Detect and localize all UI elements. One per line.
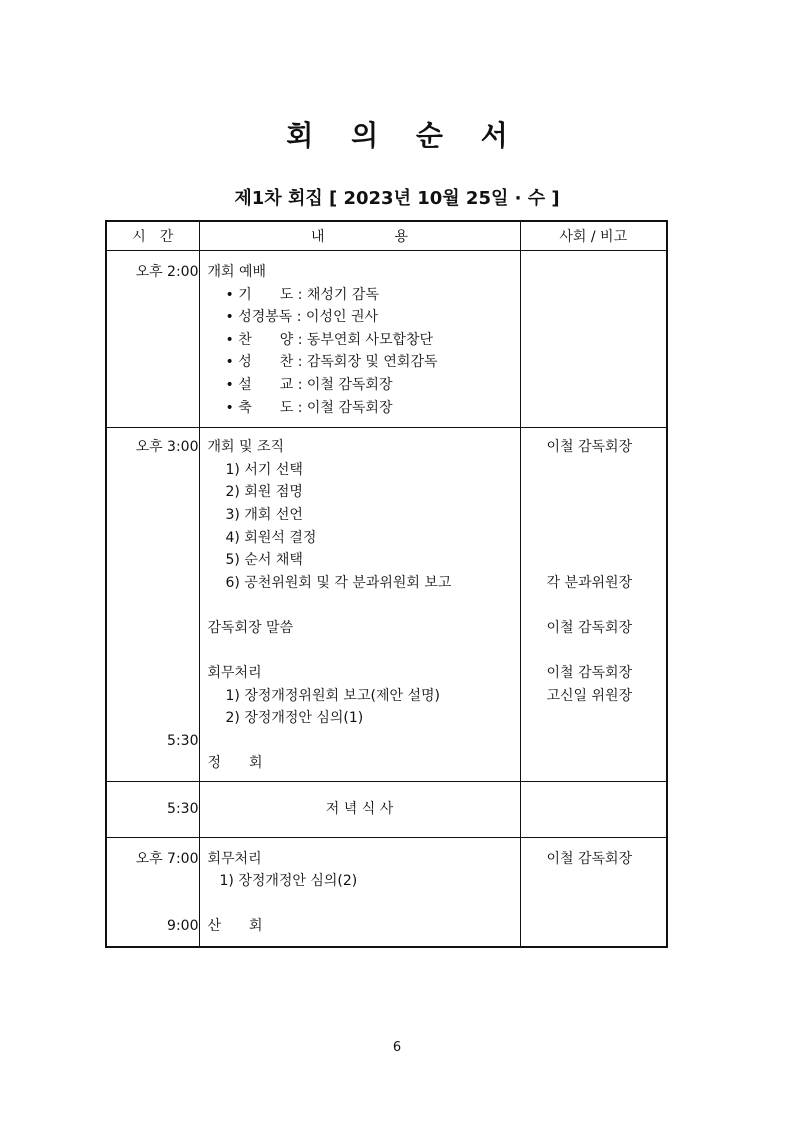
agenda-subitem: 2) 회원 점명 [225,484,303,501]
agenda-subitem: • 기 도 : 채성기 감독 [225,286,379,303]
note-cell [520,251,667,428]
agenda-item: 개회 예배 [207,264,267,280]
table-row [106,428,667,782]
header-time: 시 간 [106,221,199,251]
page-number: 6 [392,1040,402,1055]
session-subtitle: 제1차 회집 [ 2023년 10월 25일 · 수 ] [234,188,560,209]
table-header-row [106,221,667,251]
content-cell [199,782,520,838]
agenda-subitem: 1) 장정개정위원회 보고(제안 설명) [225,687,440,704]
agenda-subitem: 6) 공천위원회 및 각 분과위원회 보고 [225,574,452,591]
content-cell [199,251,520,428]
note-value: 이철 감독회장 [546,619,633,636]
note-value: 고신일 위원장 [546,687,633,704]
content-cell [199,837,520,947]
agenda-item: 개회 및 조직 [207,439,285,456]
header-note: 사회 / 비고 [520,221,667,251]
note-cell [520,782,667,838]
agenda-subitem: 5) 순서 채택 [225,552,303,569]
time-value: 5:30 [167,732,199,749]
page-title: 회 의 순 서 [286,119,522,152]
agenda-subitem: • 성 찬 : 감독회장 및 연회감독 [225,354,438,371]
note-value: 각 분과위원장 [546,574,633,591]
note-cell [520,428,667,782]
agenda-subitem: 1) 장정개정안 심의(2) [219,873,358,890]
time-cell [106,428,199,782]
agenda-item: 회무처리 [207,850,262,867]
content-cell [199,428,520,782]
agenda-item: 저 녁 식 사 [325,801,394,818]
table-row [106,251,667,428]
table-row [106,782,667,838]
time-value: 오후 2:00 [135,264,199,280]
note-cell [520,837,667,947]
time-value: 9:00 [167,918,199,935]
time-value: 오후 7:00 [135,850,199,867]
agenda-subitem: • 찬 양 : 동부연회 사모합창단 [225,331,434,348]
agenda-item: 감독회장 말씀 [207,619,294,636]
time-cell [106,837,199,947]
agenda-item: 회무처리 [207,665,262,682]
note-value: 이철 감독회장 [546,439,633,456]
note-value: 이철 감독회장 [546,850,633,867]
time-cell [106,782,199,838]
agenda-subitem: 3) 개회 선언 [225,506,303,523]
agenda-subitem: • 성경봉독 : 이성인 권사 [225,309,378,326]
agenda-subitem: 4) 회원석 결정 [225,529,317,546]
agenda-subitem: • 축 도 : 이철 감독회장 [225,399,393,416]
agenda-subitem: 2) 장정개정안 심의(1) [225,710,364,727]
time-cell [106,251,199,428]
header-content: 내 용 [199,221,520,251]
agenda-table [105,220,668,948]
agenda-item: 산 회 [207,918,263,935]
agenda-item: 정 회 [207,755,263,772]
note-value: 이철 감독회장 [546,665,633,682]
table-row [106,837,667,947]
time-value: 5:30 [167,801,199,818]
time-value: 오후 3:00 [135,439,199,456]
agenda-subitem: • 설 교 : 이철 감독회장 [225,376,393,393]
agenda-subitem: 1) 서기 선택 [225,461,303,478]
